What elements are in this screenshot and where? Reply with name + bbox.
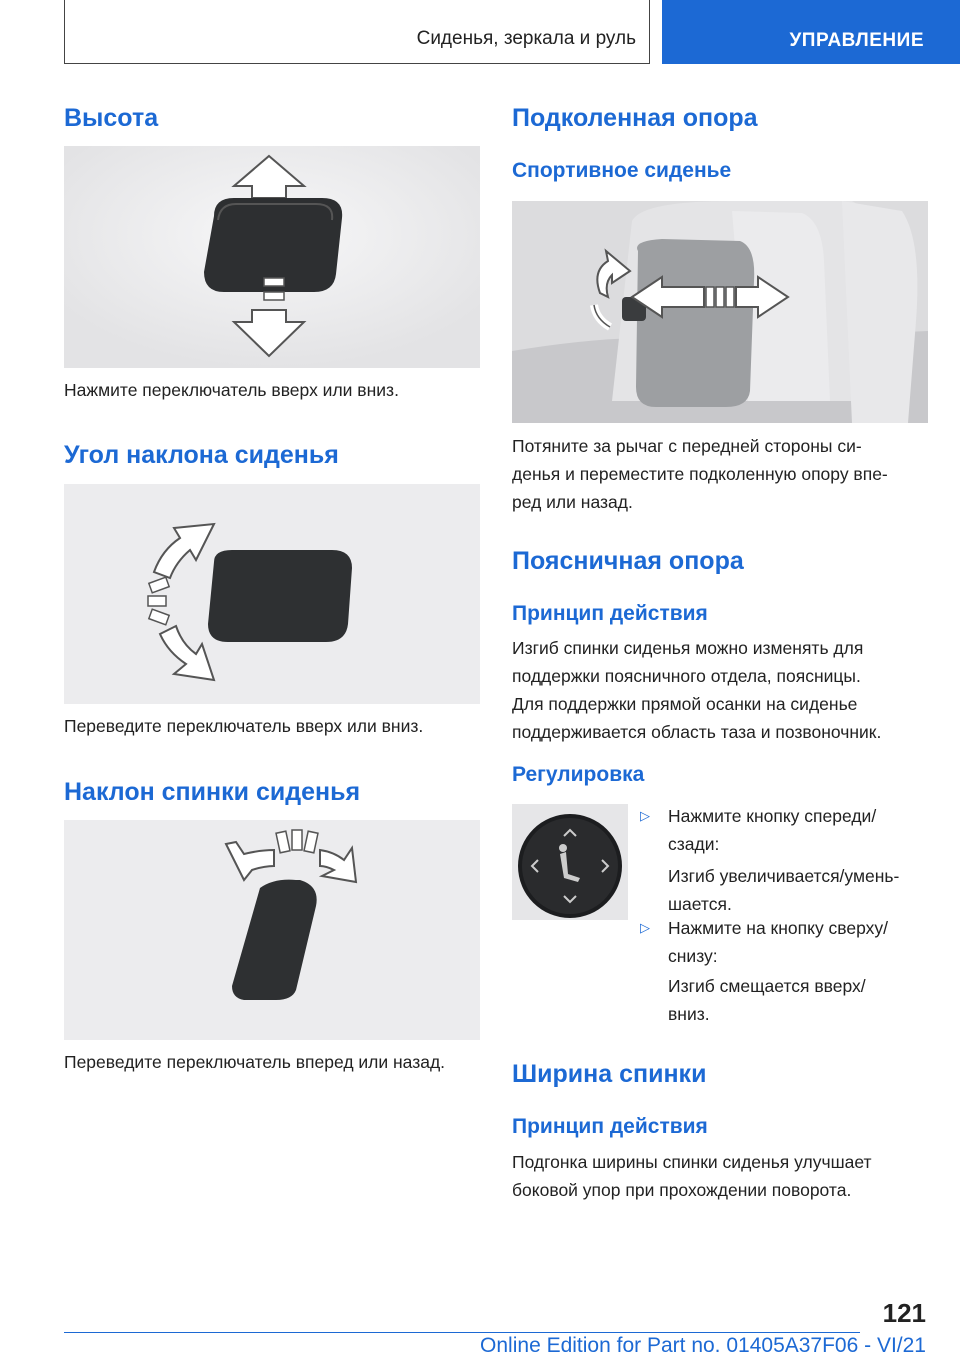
bullet-result-line-1: Изгиб увеличивается/умень-	[668, 866, 900, 886]
header-section-title: Сиденья, зеркала и руль	[416, 28, 636, 49]
bullet-marker-icon: ▷	[640, 808, 650, 823]
image-height-switch	[64, 146, 480, 368]
heading-backrest-width: Ширина спинки	[512, 1060, 707, 1088]
heading-backrest-tilt: Наклон спинки сиденья	[64, 778, 361, 806]
footer-divider	[64, 1332, 860, 1333]
bullet-marker-icon: ▷	[640, 920, 650, 935]
text-backrest-tilt: Переведите переключатель вперед или назад.	[64, 1052, 446, 1072]
heading-seat-tilt: Угол наклона сиденья	[64, 441, 339, 469]
text-lumbar-line-3: Для поддержки прямой осанки на сиденье	[512, 694, 858, 714]
image-backrest-switch	[64, 820, 480, 1040]
bullet-front-back	[640, 802, 940, 858]
text-lumbar-line-4: поддерживается область таза и позвоночник.	[512, 722, 882, 742]
image-thigh-support	[512, 201, 928, 423]
bullet-result-line-2: вниз.	[668, 1004, 710, 1024]
text-thigh-line-1: Потяните за рычаг с передней стороны си-	[512, 436, 862, 456]
heading-height: Высота	[64, 104, 159, 132]
bullet-result-line-2: шается.	[668, 894, 732, 914]
heading-lumbar-support: Поясничная опора	[512, 547, 744, 575]
heading-thigh-support: Подколенная опора	[512, 104, 758, 132]
bullet-top-bottom	[640, 914, 940, 970]
subheading-lumbar-adjust: Регулировка	[512, 763, 645, 786]
text-thigh-line-2: денья и переместите подколенную опору впе-	[512, 464, 888, 484]
bullet-text: Нажмите на кнопку сверху/	[668, 918, 889, 938]
header-chapter-tab[interactable]: УПРАВЛЕНИЕ	[662, 0, 960, 64]
bullet-text: сзади:	[668, 834, 720, 854]
image-lumbar-button	[512, 804, 628, 920]
bullet-text: Нажмите кнопку спереди/	[668, 806, 877, 826]
text-thigh-line-3: ред или назад.	[512, 492, 633, 512]
text-height: Нажмите переключатель вверх или вниз.	[64, 380, 399, 400]
subheading-lumbar-principle: Принцип действия	[512, 602, 708, 625]
text-width-line-2: боковой упор при прохождении поворота.	[512, 1180, 852, 1200]
subheading-width-principle: Принцип действия	[512, 1115, 708, 1138]
text-lumbar-line-2: поддержки поясничного отдела, поясницы.	[512, 666, 861, 686]
image-seat-tilt-switch	[64, 484, 480, 704]
bullet-text: снизу:	[668, 946, 718, 966]
bullet-result-line-1: Изгиб смещается вверх/	[668, 976, 866, 996]
text-seat-tilt: Переведите переключатель вверх или вниз.	[64, 716, 424, 736]
page-number: 121	[882, 1298, 926, 1328]
footer-edition[interactable]: Online Edition for Part no. 01405A37F06 - VI/21	[480, 1334, 926, 1357]
subheading-sport-seat: Спортивное сиденье	[512, 159, 732, 182]
text-width-line-1: Подгонка ширины спинки сиденья улучшает	[512, 1152, 872, 1172]
text-lumbar-line-1: Изгиб спинки сиденья можно изменять для	[512, 638, 864, 658]
